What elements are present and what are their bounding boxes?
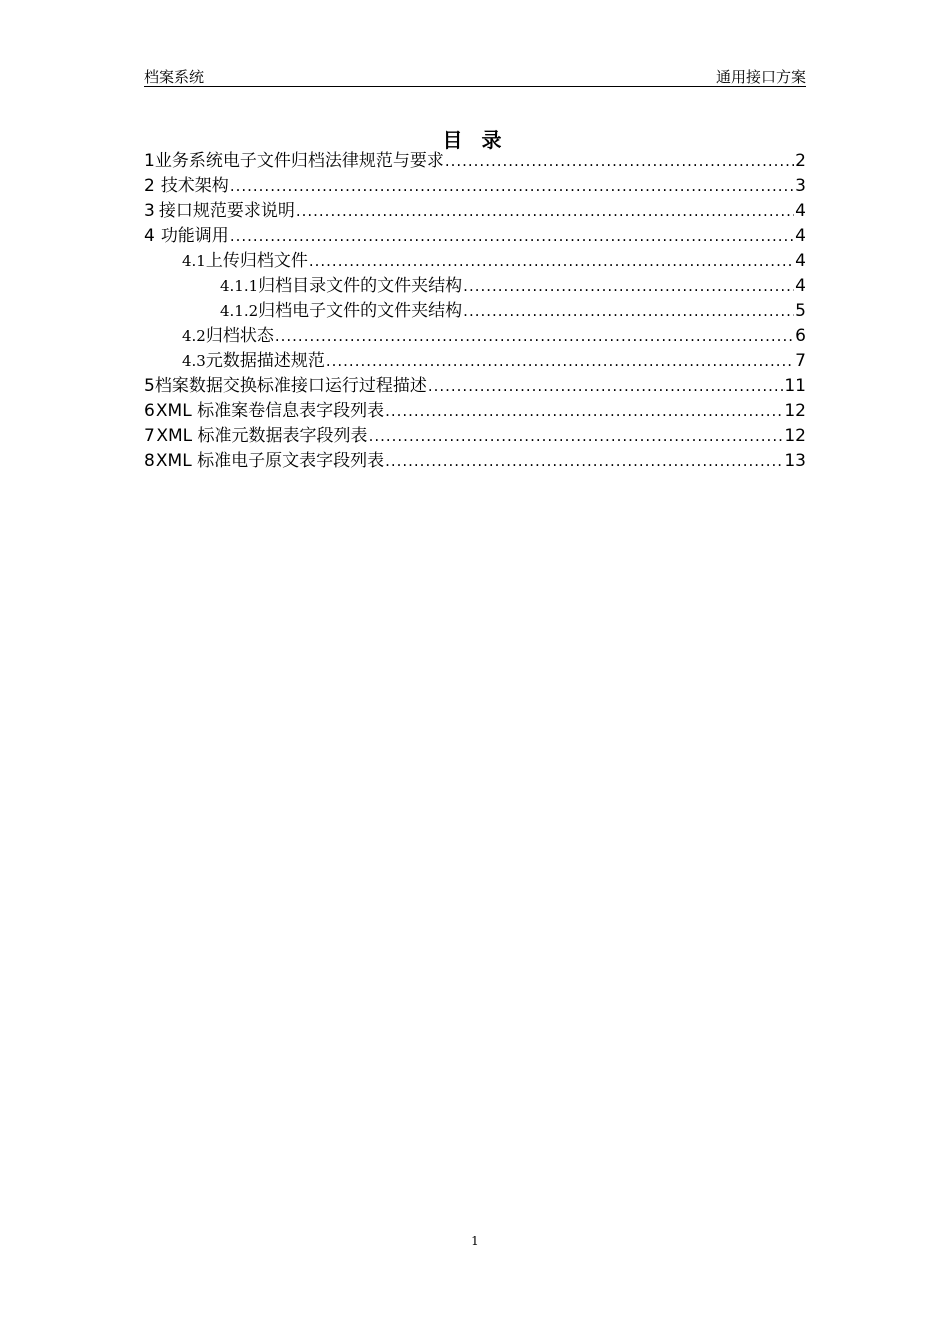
toc-entry[interactable]: [144, 174, 806, 199]
toc-entry-page: 4: [795, 251, 806, 271]
toc-entry-text: XML 标准元数据表字段列表: [156, 426, 368, 446]
toc-leader-dots: [463, 299, 794, 324]
toc-entry-text: 归档目录文件的文件夹结构: [258, 276, 463, 296]
toc-entry-page: 11: [784, 376, 806, 396]
toc-leader-dots: [385, 399, 783, 424]
toc-entry-text: 上传归档文件: [205, 251, 308, 271]
toc-entry-number: 8: [144, 451, 155, 471]
toc-entry-number: 4.1: [182, 252, 206, 270]
toc-entry[interactable]: [144, 224, 806, 249]
toc-entry-page: 2: [795, 151, 806, 171]
toc-entry-number: 4.1.2: [220, 302, 259, 320]
toc-entry-page: 4: [795, 226, 806, 246]
toc-entry-text: 业务系统电子文件归档法律规范与要求: [154, 151, 444, 171]
toc-entry-page: 13: [784, 451, 806, 471]
toc-leader-dots: [296, 199, 794, 224]
toc-entry-text: 技术架构: [160, 176, 229, 196]
toc-entry-page: 12: [784, 401, 806, 421]
toc-entry[interactable]: [144, 349, 806, 374]
toc-entry-number: 5: [144, 376, 155, 396]
toc-entry-text: XML 标准案卷信息表字段列表: [155, 401, 385, 421]
toc-entry-number: 1: [144, 151, 155, 171]
toc-entry-number: 6: [144, 401, 155, 421]
toc-leader-dots: [445, 149, 794, 174]
toc-entry-number: 4.1.1: [220, 277, 259, 295]
toc-entry[interactable]: [144, 324, 806, 349]
page-number: 1: [471, 1234, 479, 1248]
toc-entry[interactable]: [144, 199, 806, 224]
toc-leader-dots: [369, 424, 784, 449]
toc-entry-text: 归档状态: [205, 326, 274, 346]
toc-leader-dots: [275, 324, 794, 349]
toc-entry-number: 4.3: [182, 352, 206, 370]
toc-leader-dots: [463, 274, 794, 299]
toc-entry-text: XML 标准电子原文表字段列表: [155, 451, 385, 471]
toc-entry-page: 6: [795, 326, 806, 346]
toc-entry-number: 4.2: [182, 327, 206, 345]
toc-entry-text: 功能调用: [160, 226, 229, 246]
toc-entry-number: 3: [144, 201, 155, 221]
toc-entry[interactable]: [144, 374, 806, 399]
header-right-title: 通用接口方案: [715, 68, 806, 86]
toc-leader-dots: [309, 249, 794, 274]
toc-entry-number: 7: [144, 426, 155, 446]
toc-entry-text: 档案数据交换标准接口运行过程描述: [154, 376, 427, 396]
toc-entry-number: 2: [144, 176, 155, 196]
toc-leader-dots: [385, 449, 783, 474]
toc-entry[interactable]: [144, 249, 806, 274]
toc-leader-dots: [326, 349, 794, 374]
page-header: [144, 64, 806, 87]
toc-entry[interactable]: [144, 449, 806, 474]
toc-entry-text: 元数据描述规范: [205, 351, 325, 371]
toc-entry-text: 接口规范要求说明: [158, 201, 295, 221]
toc-entry-page: 7: [795, 351, 806, 371]
toc-title: 目 录: [442, 128, 508, 152]
toc-entry-number: 4: [144, 226, 155, 246]
toc-entry-text: 归档电子文件的文件夹结构: [258, 301, 463, 321]
toc-entry-page: 4: [795, 276, 806, 296]
toc-entry-page: 5: [795, 301, 806, 321]
toc-entry[interactable]: [144, 149, 806, 174]
toc-leader-dots: [230, 224, 794, 249]
header-left-title: 档案系统: [144, 68, 205, 86]
table-of-contents: [144, 149, 806, 474]
toc-entry-page: 3: [795, 176, 806, 196]
toc-leader-dots: [428, 374, 784, 399]
toc-entry-page: 12: [784, 426, 806, 446]
toc-entry[interactable]: [144, 399, 806, 424]
toc-entry[interactable]: [144, 274, 806, 299]
toc-entry[interactable]: [144, 424, 806, 449]
toc-entry[interactable]: [144, 299, 806, 324]
toc-leader-dots: [230, 174, 794, 199]
toc-entry-page: 4: [795, 201, 806, 221]
